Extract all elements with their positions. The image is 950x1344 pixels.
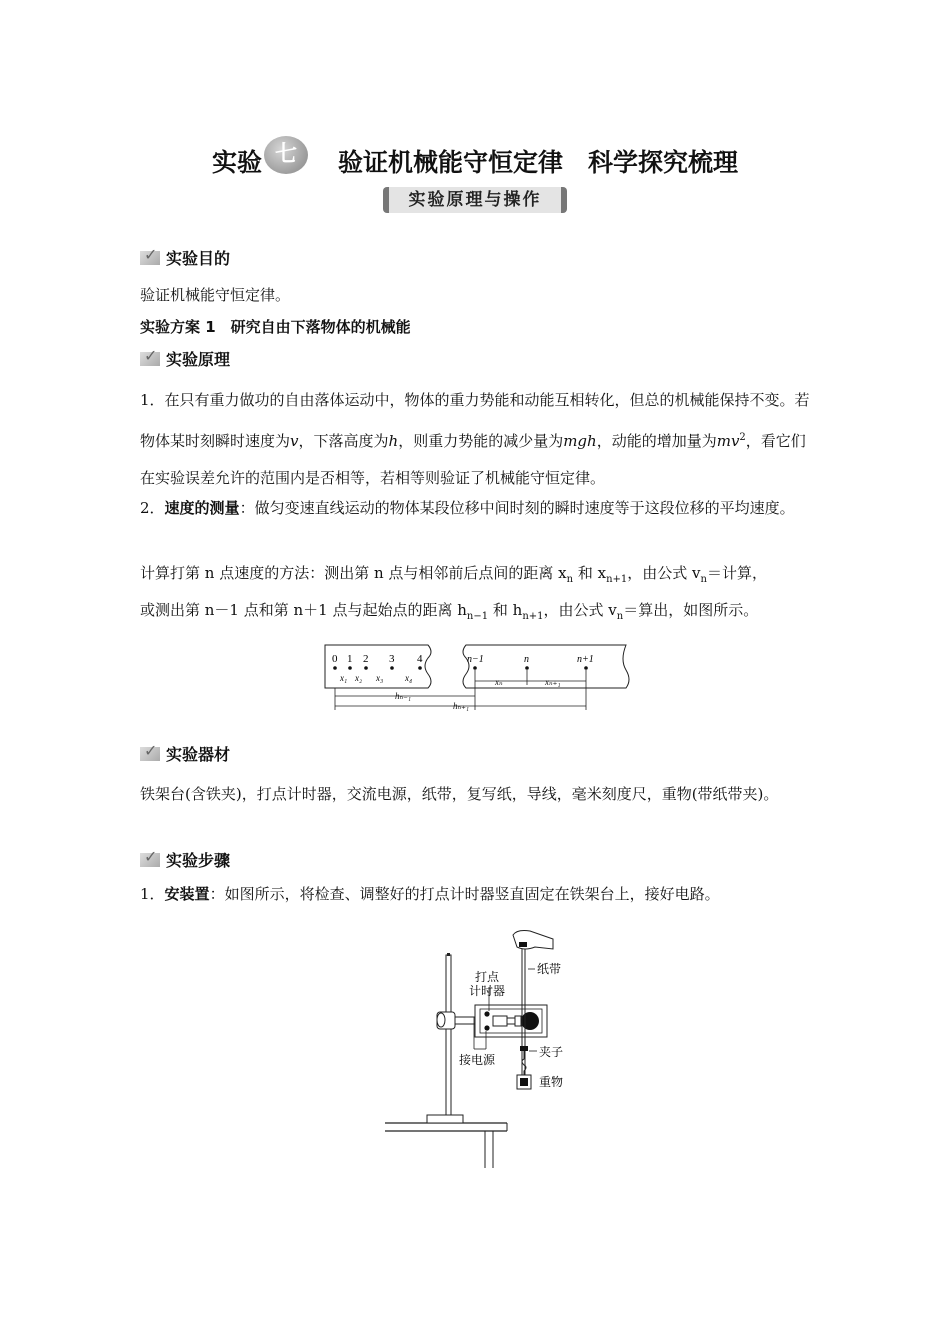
xn1-label: xₙ₊₁ <box>545 677 561 687</box>
x-label-4: x₄ <box>405 673 413 683</box>
purpose-text: 验证机械能守恒定律。 <box>140 286 291 304</box>
equipment-text: 铁架台(含铁夹)，打点计时器，交流电源，纸带，复写纸，导线，毫米刻度尺，重物(带纸带夹)。 <box>140 785 779 803</box>
point-label-n+1: n+1 <box>577 654 594 665</box>
check-icon <box>140 853 160 867</box>
weight-label: 重物 <box>539 1075 564 1089</box>
check-icon <box>140 747 160 761</box>
tape-label: 纸带 <box>537 962 562 976</box>
section-banner: 实验原理与操作 <box>383 187 567 213</box>
hn-1-label: hₙ₋₁ <box>395 691 412 701</box>
experiment-number-badge: 七 <box>264 136 308 174</box>
equipment-heading: ✓实验器材 <box>140 742 230 765</box>
principle-heading: ✓实验原理 <box>140 347 230 370</box>
disc <box>521 1012 539 1030</box>
principle-paragraph-2: 2．速度的测量：做匀变速直线运动的物体某段位移中间时刻的瞬时速度等于这段位移的平均速度。 <box>140 499 795 517</box>
point-label-1: 1 <box>347 653 353 665</box>
point-label-4: 4 <box>417 653 423 665</box>
point-label-n-1: n−1 <box>467 654 484 665</box>
xn-label: xₙ <box>495 677 503 687</box>
x-label-2: x₂ <box>355 673 363 683</box>
left-points <box>333 666 422 670</box>
check-icon <box>140 352 160 366</box>
apparatus-figure <box>385 925 585 1170</box>
check-icon <box>140 251 160 265</box>
step-1-text: 1．安装置：如图所示，将检查、调整好的打点计时器竖直固定在铁架台上，接好电路。 <box>140 885 720 903</box>
point-label-3: 3 <box>389 653 395 665</box>
timer-label-2: 计时器 <box>469 984 506 998</box>
point-label-0: 0 <box>332 653 338 665</box>
principle-paragraph-3: 计算打第 n 点速度的方法：测出第 n 点与相邻前后点间的距离 $x_n$ 和 $x_{n+1}$，由公式 $v_n=$计算， <box>140 564 767 585</box>
page-title <box>0 142 950 180</box>
point-label-2: 2 <box>363 653 369 665</box>
scheme-heading: 实验方案 1 研究自由下落物体的机械能 <box>140 318 411 336</box>
clip-label: 夹子 <box>539 1045 564 1059</box>
stand-rod <box>446 955 451 1115</box>
x-label-3: x₃ <box>376 673 384 683</box>
timer-label-1: 打点 <box>475 970 500 984</box>
principle-paragraph-4: 或测出第 n－1 点和第 n＋1 点与起始点的距离 $h_{n-1}$ 和 $h_{n+1}$，由公式 $v_n=$算出，如图所示。 <box>140 601 759 622</box>
power-label: 接电源 <box>459 1053 496 1067</box>
principle-paragraph-1: 1．在只有重力做功的自由落体运动中，物体的重力势能和动能互相转化，但总的机械能保持不变。若物体某时刻瞬时速度为v，下落高度为h，则重力势能的减少量为mgh，动能的增加量为$mv^2$，看它们在实验误差允许的范围内是否相等，若相等则验证了机械能守恒定律。 <box>140 391 810 487</box>
steps-heading: ✓实验步骤 <box>140 848 230 871</box>
hn1-label: hₙ₊₁ <box>453 701 470 711</box>
tape-figure <box>320 640 635 715</box>
title-prefix: 实验 <box>211 148 262 177</box>
purpose-heading: ✓实验目的 <box>140 246 230 269</box>
x-label-1: x₁ <box>340 673 348 683</box>
point-label-n: n <box>524 654 529 665</box>
title-main: 验证机械能守恒定律 科学探究梳理 <box>338 148 739 177</box>
